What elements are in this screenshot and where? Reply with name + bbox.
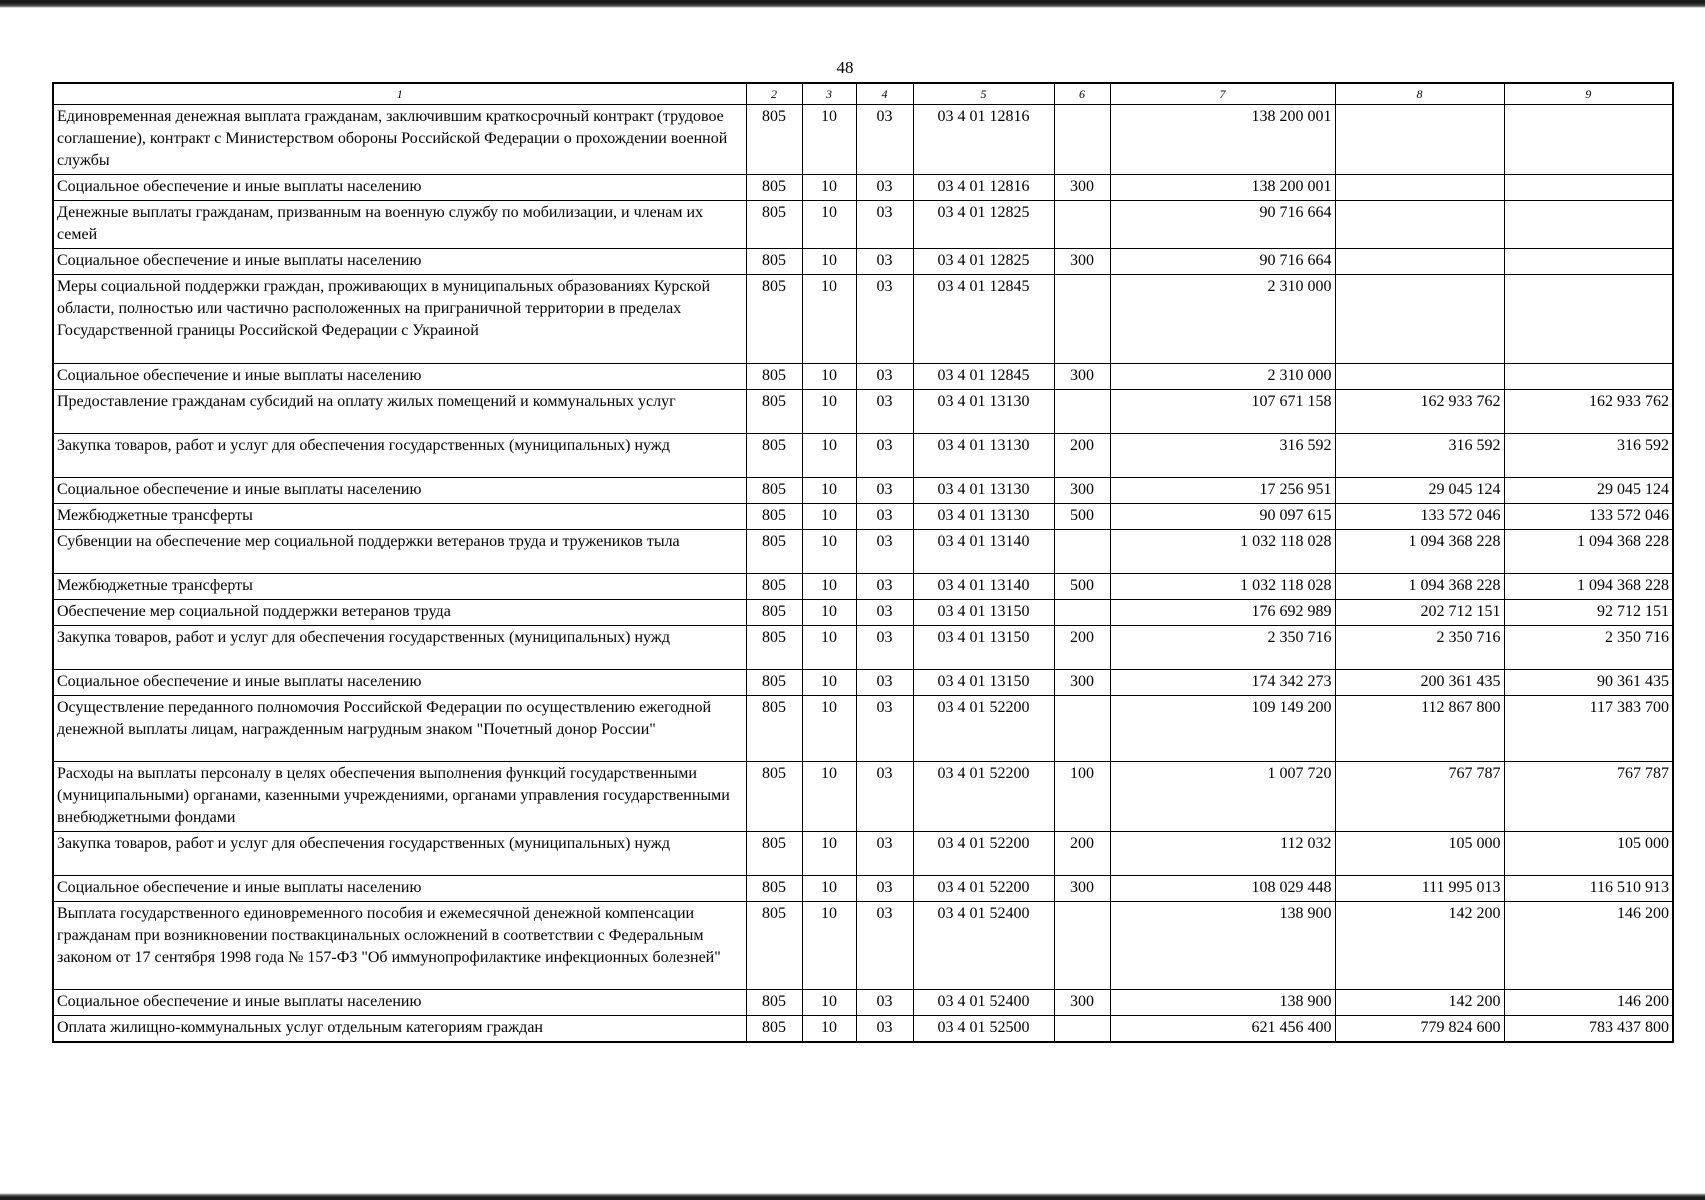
column-number-row bbox=[53, 83, 1673, 105]
grbs-code: 805 bbox=[746, 275, 802, 364]
grbs-code: 805 bbox=[746, 390, 802, 434]
amount-col-8: 111 995 013 bbox=[1335, 876, 1504, 902]
amount-col-8: 142 200 bbox=[1335, 902, 1504, 990]
amount-col-7: 2 310 000 bbox=[1110, 275, 1335, 364]
amount-col-8: 1 094 368 228 bbox=[1335, 574, 1504, 600]
row-description: Закупка товаров, работ и услуг для обеспечения государственных (муниципальных) нужд bbox=[53, 626, 746, 670]
amount-col-8 bbox=[1335, 364, 1504, 390]
section-code: 10 bbox=[802, 600, 856, 626]
amount-col-7: 1 007 720 bbox=[1110, 762, 1335, 832]
expense-type-code bbox=[1054, 902, 1110, 990]
amount-col-7: 90 716 664 bbox=[1110, 249, 1335, 275]
subsection-code: 03 bbox=[856, 670, 913, 696]
target-article-code: 03 4 01 13130 bbox=[913, 478, 1054, 504]
table-row bbox=[53, 626, 1673, 670]
table-row bbox=[53, 902, 1673, 990]
section-code: 10 bbox=[802, 832, 856, 876]
expense-type-code: 300 bbox=[1054, 249, 1110, 275]
grbs-code: 805 bbox=[746, 434, 802, 478]
grbs-code: 805 bbox=[746, 670, 802, 696]
amount-col-7: 109 149 200 bbox=[1110, 696, 1335, 762]
target-article-code: 03 4 01 13150 bbox=[913, 626, 1054, 670]
amount-col-9: 146 200 bbox=[1504, 902, 1673, 990]
row-description: Социальное обеспечение и иные выплаты населению bbox=[53, 364, 746, 390]
row-description: Социальное обеспечение и иные выплаты населению bbox=[53, 478, 746, 504]
amount-col-8: 1 094 368 228 bbox=[1335, 530, 1504, 574]
amount-col-9 bbox=[1504, 364, 1673, 390]
expense-type-code: 300 bbox=[1054, 175, 1110, 201]
amount-col-8: 133 572 046 bbox=[1335, 504, 1504, 530]
grbs-code: 805 bbox=[746, 626, 802, 670]
expense-type-code: 300 bbox=[1054, 478, 1110, 504]
subsection-code: 03 bbox=[856, 626, 913, 670]
subsection-code: 03 bbox=[856, 530, 913, 574]
expense-type-code: 200 bbox=[1054, 434, 1110, 478]
section-code: 10 bbox=[802, 201, 856, 249]
section-code: 10 bbox=[802, 990, 856, 1016]
expense-type-code bbox=[1054, 105, 1110, 175]
subsection-code: 03 bbox=[856, 762, 913, 832]
row-description: Социальное обеспечение и иные выплаты населению bbox=[53, 249, 746, 275]
amount-col-9: 29 045 124 bbox=[1504, 478, 1673, 504]
section-code: 10 bbox=[802, 574, 856, 600]
target-article-code: 03 4 01 12825 bbox=[913, 249, 1054, 275]
section-code: 10 bbox=[802, 626, 856, 670]
expense-type-code: 200 bbox=[1054, 832, 1110, 876]
budget-table bbox=[52, 82, 1674, 1043]
subsection-code: 03 bbox=[856, 478, 913, 504]
amount-col-8: 162 933 762 bbox=[1335, 390, 1504, 434]
subsection-code: 03 bbox=[856, 504, 913, 530]
row-description: Межбюджетные трансферты bbox=[53, 574, 746, 600]
table-body bbox=[53, 105, 1673, 1043]
grbs-code: 805 bbox=[746, 175, 802, 201]
amount-col-7: 174 342 273 bbox=[1110, 670, 1335, 696]
amount-col-7: 1 032 118 028 bbox=[1110, 574, 1335, 600]
amount-col-7: 138 900 bbox=[1110, 990, 1335, 1016]
subsection-code: 03 bbox=[856, 876, 913, 902]
table-row bbox=[53, 105, 1673, 175]
row-description: Расходы на выплаты персоналу в целях обеспечения выполнения функций государственными (муниципальными) органами, казенными учреждениями, органами управления государственными внебюджетными фондами bbox=[53, 762, 746, 832]
table-row bbox=[53, 175, 1673, 201]
row-description: Социальное обеспечение и иные выплаты населению bbox=[53, 670, 746, 696]
section-code: 10 bbox=[802, 504, 856, 530]
section-code: 10 bbox=[802, 249, 856, 275]
amount-col-9: 116 510 913 bbox=[1504, 876, 1673, 902]
row-description: Обеспечение мер социальной поддержки ветеранов труда bbox=[53, 600, 746, 626]
amount-col-7: 1 032 118 028 bbox=[1110, 530, 1335, 574]
section-code: 10 bbox=[802, 175, 856, 201]
section-code: 10 bbox=[802, 275, 856, 364]
target-article-code: 03 4 01 13140 bbox=[913, 574, 1054, 600]
amount-col-9: 767 787 bbox=[1504, 762, 1673, 832]
grbs-code: 805 bbox=[746, 832, 802, 876]
row-description: Меры социальной поддержки граждан, проживающих в муниципальных образованиях Курской области, полностью или частично расположенных на приграничной территории в пределах Государственной границы Российской Федерации с Украиной bbox=[53, 275, 746, 364]
expense-type-code bbox=[1054, 1016, 1110, 1043]
expense-type-code: 500 bbox=[1054, 504, 1110, 530]
table-row bbox=[53, 249, 1673, 275]
section-code: 10 bbox=[802, 434, 856, 478]
amount-col-7: 90 716 664 bbox=[1110, 201, 1335, 249]
expense-type-code: 300 bbox=[1054, 876, 1110, 902]
column-header-1: 1 bbox=[53, 83, 746, 105]
amount-col-8: 316 592 bbox=[1335, 434, 1504, 478]
row-description: Социальное обеспечение и иные выплаты населению bbox=[53, 990, 746, 1016]
row-description: Закупка товаров, работ и услуг для обеспечения государственных (муниципальных) нужд bbox=[53, 434, 746, 478]
column-header-5: 5 bbox=[913, 83, 1054, 105]
grbs-code: 805 bbox=[746, 105, 802, 175]
expense-type-code bbox=[1054, 530, 1110, 574]
subsection-code: 03 bbox=[856, 990, 913, 1016]
subsection-code: 03 bbox=[856, 105, 913, 175]
subsection-code: 03 bbox=[856, 249, 913, 275]
column-header-3: 3 bbox=[802, 83, 856, 105]
grbs-code: 805 bbox=[746, 530, 802, 574]
section-code: 10 bbox=[802, 364, 856, 390]
target-article-code: 03 4 01 12845 bbox=[913, 364, 1054, 390]
expense-type-code: 500 bbox=[1054, 574, 1110, 600]
expense-type-code bbox=[1054, 275, 1110, 364]
amount-col-9: 146 200 bbox=[1504, 990, 1673, 1016]
amount-col-8: 779 824 600 bbox=[1335, 1016, 1504, 1043]
target-article-code: 03 4 01 52400 bbox=[913, 902, 1054, 990]
amount-col-9: 105 000 bbox=[1504, 832, 1673, 876]
column-header-7: 7 bbox=[1110, 83, 1335, 105]
subsection-code: 03 bbox=[856, 434, 913, 478]
section-code: 10 bbox=[802, 670, 856, 696]
grbs-code: 805 bbox=[746, 1016, 802, 1043]
table-row bbox=[53, 670, 1673, 696]
amount-col-8 bbox=[1335, 275, 1504, 364]
table-row bbox=[53, 434, 1673, 478]
table-row bbox=[53, 574, 1673, 600]
subsection-code: 03 bbox=[856, 574, 913, 600]
section-code: 10 bbox=[802, 530, 856, 574]
grbs-code: 805 bbox=[746, 990, 802, 1016]
amount-col-7: 621 456 400 bbox=[1110, 1016, 1335, 1043]
amount-col-7: 138 200 001 bbox=[1110, 105, 1335, 175]
subsection-code: 03 bbox=[856, 390, 913, 434]
grbs-code: 805 bbox=[746, 249, 802, 275]
grbs-code: 805 bbox=[746, 902, 802, 990]
amount-col-7: 107 671 158 bbox=[1110, 390, 1335, 434]
amount-col-7: 112 032 bbox=[1110, 832, 1335, 876]
target-article-code: 03 4 01 52200 bbox=[913, 762, 1054, 832]
row-description: Выплата государственного единовременного пособия и ежемесячной денежной компенсации гражданам при возникновении поствакцинальных осложнений в соответствии с Федеральным законом от 17 сентября 1998 года № 157-ФЗ "Об иммунопрофилактике инфекционных болезней" bbox=[53, 902, 746, 990]
row-description: Межбюджетные трансферты bbox=[53, 504, 746, 530]
row-description: Социальное обеспечение и иные выплаты населению bbox=[53, 876, 746, 902]
row-description: Предоставление гражданам субсидий на оплату жилых помещений и коммунальных услуг bbox=[53, 390, 746, 434]
table-row bbox=[53, 364, 1673, 390]
grbs-code: 805 bbox=[746, 201, 802, 249]
amount-col-8: 767 787 bbox=[1335, 762, 1504, 832]
amount-col-9: 162 933 762 bbox=[1504, 390, 1673, 434]
amount-col-7: 316 592 bbox=[1110, 434, 1335, 478]
row-description: Единовременная денежная выплата гражданам, заключившим краткосрочный контракт (трудовое соглашение), контракт с Министерством обороны Российской Федерации о прохождении военной службы bbox=[53, 105, 746, 175]
table-row bbox=[53, 696, 1673, 762]
section-code: 10 bbox=[802, 390, 856, 434]
amount-col-7: 2 310 000 bbox=[1110, 364, 1335, 390]
table-row bbox=[53, 530, 1673, 574]
target-article-code: 03 4 01 52200 bbox=[913, 696, 1054, 762]
amount-col-8: 29 045 124 bbox=[1335, 478, 1504, 504]
target-article-code: 03 4 01 13130 bbox=[913, 390, 1054, 434]
section-code: 10 bbox=[802, 478, 856, 504]
amount-col-9 bbox=[1504, 105, 1673, 175]
amount-col-8: 142 200 bbox=[1335, 990, 1504, 1016]
subsection-code: 03 bbox=[856, 600, 913, 626]
amount-col-7: 17 256 951 bbox=[1110, 478, 1335, 504]
target-article-code: 03 4 01 12825 bbox=[913, 201, 1054, 249]
table-row bbox=[53, 600, 1673, 626]
table-row bbox=[53, 990, 1673, 1016]
scan-edge-bottom bbox=[0, 1193, 1705, 1200]
column-header-2: 2 bbox=[746, 83, 802, 105]
target-article-code: 03 4 01 12816 bbox=[913, 105, 1054, 175]
target-article-code: 03 4 01 52200 bbox=[913, 876, 1054, 902]
expense-type-code: 300 bbox=[1054, 364, 1110, 390]
amount-col-9: 1 094 368 228 bbox=[1504, 574, 1673, 600]
amount-col-9: 92 712 151 bbox=[1504, 600, 1673, 626]
table-row bbox=[53, 275, 1673, 364]
subsection-code: 03 bbox=[856, 696, 913, 762]
target-article-code: 03 4 01 52500 bbox=[913, 1016, 1054, 1043]
subsection-code: 03 bbox=[856, 902, 913, 990]
amount-col-9 bbox=[1504, 249, 1673, 275]
section-code: 10 bbox=[802, 902, 856, 990]
amount-col-7: 176 692 989 bbox=[1110, 600, 1335, 626]
amount-col-8 bbox=[1335, 249, 1504, 275]
amount-col-7: 90 097 615 bbox=[1110, 504, 1335, 530]
subsection-code: 03 bbox=[856, 364, 913, 390]
grbs-code: 805 bbox=[746, 600, 802, 626]
row-description: Денежные выплаты гражданам, призванным на военную службу по мобилизации, и членам их семей bbox=[53, 201, 746, 249]
amount-col-8 bbox=[1335, 105, 1504, 175]
expense-type-code: 300 bbox=[1054, 990, 1110, 1016]
grbs-code: 805 bbox=[746, 696, 802, 762]
section-code: 10 bbox=[802, 105, 856, 175]
column-header-4: 4 bbox=[856, 83, 913, 105]
section-code: 10 bbox=[802, 696, 856, 762]
amount-col-8: 2 350 716 bbox=[1335, 626, 1504, 670]
target-article-code: 03 4 01 13140 bbox=[913, 530, 1054, 574]
row-description: Оплата жилищно-коммунальных услуг отдельным категориям граждан bbox=[53, 1016, 746, 1043]
target-article-code: 03 4 01 13130 bbox=[913, 434, 1054, 478]
table-row bbox=[53, 1016, 1673, 1043]
table-row bbox=[53, 876, 1673, 902]
row-description: Осуществление переданного полномочия Российской Федерации по осуществлению ежегодной денежной выплаты лицам, награжденным нагрудным знаком "Почетный донор России" bbox=[53, 696, 746, 762]
section-code: 10 bbox=[802, 762, 856, 832]
table-row bbox=[53, 832, 1673, 876]
table-row bbox=[53, 201, 1673, 249]
amount-col-8: 200 361 435 bbox=[1335, 670, 1504, 696]
target-article-code: 03 4 01 13150 bbox=[913, 670, 1054, 696]
target-article-code: 03 4 01 13150 bbox=[913, 600, 1054, 626]
grbs-code: 805 bbox=[746, 364, 802, 390]
target-article-code: 03 4 01 52400 bbox=[913, 990, 1054, 1016]
column-header-6: 6 bbox=[1054, 83, 1110, 105]
grbs-code: 805 bbox=[746, 574, 802, 600]
grbs-code: 805 bbox=[746, 876, 802, 902]
amount-col-9: 2 350 716 bbox=[1504, 626, 1673, 670]
amount-col-8: 202 712 151 bbox=[1335, 600, 1504, 626]
expense-type-code bbox=[1054, 201, 1110, 249]
grbs-code: 805 bbox=[746, 504, 802, 530]
grbs-code: 805 bbox=[746, 478, 802, 504]
table-row bbox=[53, 504, 1673, 530]
amount-col-9: 133 572 046 bbox=[1504, 504, 1673, 530]
amount-col-8 bbox=[1335, 201, 1504, 249]
amount-col-9 bbox=[1504, 275, 1673, 364]
subsection-code: 03 bbox=[856, 175, 913, 201]
amount-col-9 bbox=[1504, 201, 1673, 249]
expense-type-code: 300 bbox=[1054, 670, 1110, 696]
row-description: Субвенции на обеспечение мер социальной поддержки ветеранов труда и тружеников тыла bbox=[53, 530, 746, 574]
amount-col-7: 138 200 001 bbox=[1110, 175, 1335, 201]
page-number: 48 bbox=[836, 58, 854, 77]
subsection-code: 03 bbox=[856, 201, 913, 249]
amount-col-7: 108 029 448 bbox=[1110, 876, 1335, 902]
expense-type-code: 100 bbox=[1054, 762, 1110, 832]
target-article-code: 03 4 01 12845 bbox=[913, 275, 1054, 364]
amount-col-9: 1 094 368 228 bbox=[1504, 530, 1673, 574]
table-row bbox=[53, 390, 1673, 434]
expense-type-code bbox=[1054, 390, 1110, 434]
target-article-code: 03 4 01 12816 bbox=[913, 175, 1054, 201]
table-row bbox=[53, 478, 1673, 504]
target-article-code: 03 4 01 13130 bbox=[913, 504, 1054, 530]
amount-col-9: 783 437 800 bbox=[1504, 1016, 1673, 1043]
column-header-9: 9 bbox=[1504, 83, 1673, 105]
subsection-code: 03 bbox=[856, 832, 913, 876]
amount-col-9 bbox=[1504, 175, 1673, 201]
amount-col-9: 90 361 435 bbox=[1504, 670, 1673, 696]
subsection-code: 03 bbox=[856, 1016, 913, 1043]
table-row bbox=[53, 762, 1673, 832]
amount-col-7: 2 350 716 bbox=[1110, 626, 1335, 670]
amount-col-8: 105 000 bbox=[1335, 832, 1504, 876]
subsection-code: 03 bbox=[856, 275, 913, 364]
expense-type-code bbox=[1054, 696, 1110, 762]
section-code: 10 bbox=[802, 876, 856, 902]
expense-type-code: 200 bbox=[1054, 626, 1110, 670]
row-description: Социальное обеспечение и иные выплаты населению bbox=[53, 175, 746, 201]
row-description: Закупка товаров, работ и услуг для обеспечения государственных (муниципальных) нужд bbox=[53, 832, 746, 876]
section-code: 10 bbox=[802, 1016, 856, 1043]
amount-col-8: 112 867 800 bbox=[1335, 696, 1504, 762]
amount-col-8 bbox=[1335, 175, 1504, 201]
scan-edge-top bbox=[0, 0, 1705, 8]
expense-type-code bbox=[1054, 600, 1110, 626]
amount-col-7: 138 900 bbox=[1110, 902, 1335, 990]
amount-col-9: 316 592 bbox=[1504, 434, 1673, 478]
target-article-code: 03 4 01 52200 bbox=[913, 832, 1054, 876]
grbs-code: 805 bbox=[746, 762, 802, 832]
column-header-8: 8 bbox=[1335, 83, 1504, 105]
amount-col-9: 117 383 700 bbox=[1504, 696, 1673, 762]
